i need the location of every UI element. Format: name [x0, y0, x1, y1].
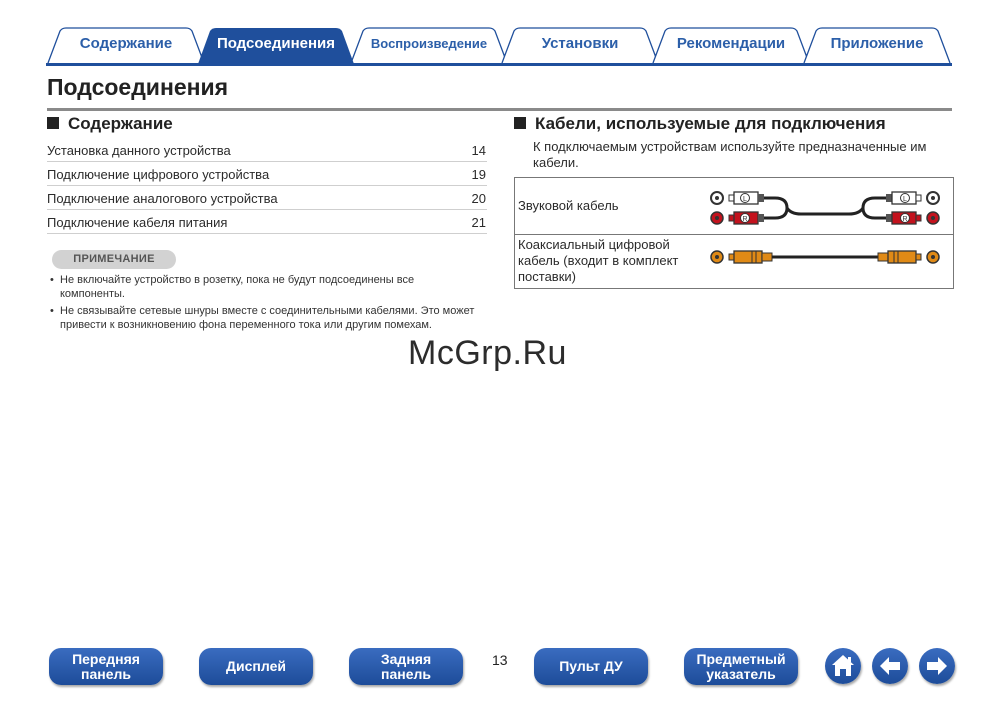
coaxial-cable-image — [705, 245, 945, 271]
cable-row-coaxial — [515, 235, 953, 288]
toc-item-label: Подключение аналогового устройства — [47, 190, 278, 206]
tab-playback[interactable]: Воспроизведение — [370, 36, 488, 51]
tab-contents[interactable]: Содержание — [79, 35, 173, 52]
toc-item-label: Установка данного устройства — [47, 142, 231, 158]
tab-underline — [46, 63, 952, 66]
remote-control-button[interactable] — [534, 648, 648, 685]
toc-item[interactable] — [47, 162, 487, 186]
toc-item[interactable] — [47, 210, 487, 234]
toc-item[interactable] — [47, 186, 487, 210]
cable-row-audio — [515, 178, 953, 235]
note-item: • Не включайте устройство в розетку, пока не будут подсоединены все компоненты. — [50, 273, 480, 301]
toc-item-page: 21 — [471, 214, 486, 230]
button-line: Дисплей — [226, 658, 286, 674]
cables-heading-text: Кабели, используемые для подключения — [535, 114, 886, 133]
rear-panel-button[interactable] — [349, 648, 463, 685]
back-button[interactable] — [872, 648, 908, 684]
button-line: Предметный — [696, 650, 786, 667]
contents-heading-text: Содержание — [68, 114, 173, 133]
toc-item-page: 19 — [471, 166, 486, 182]
home-icon — [825, 648, 861, 684]
button-line: панель — [381, 665, 431, 682]
svg-text:L: L — [903, 196, 907, 203]
page-number: 13 — [492, 652, 508, 668]
watermark: McGrp.Ru — [408, 334, 567, 372]
button-line: Пульт ДУ — [559, 658, 623, 674]
contents-heading — [47, 114, 173, 134]
toc-item-page: 20 — [471, 190, 486, 206]
top-tab-bar — [46, 26, 952, 66]
right-plug-letter: R — [902, 216, 908, 223]
button-line: указатель — [706, 665, 776, 682]
audio-cable-image — [705, 182, 945, 230]
arrow-left-icon — [872, 648, 908, 684]
square-bullet-icon — [514, 117, 526, 129]
tab-connections[interactable]: Подсоединения — [216, 35, 336, 52]
tab-tips[interactable]: Рекомендации — [676, 35, 786, 52]
tab-appendix[interactable]: Приложение — [830, 35, 924, 52]
note-badge: ПРИМЕЧАНИЕ — [52, 250, 176, 269]
note-item: • Не связывайте сетевые шнуры вместе с соединительными кабелями. Это может привести к возникновению фона переменного тока или другим помехам. — [50, 304, 480, 332]
note-list — [50, 273, 480, 335]
display-button[interactable] — [199, 648, 313, 685]
index-button[interactable] — [684, 648, 798, 685]
cables-heading — [514, 114, 886, 134]
toc-item-label: Подключение кабеля питания — [47, 214, 228, 230]
toc-item-label: Подключение цифрового устройства — [47, 166, 270, 182]
cables-intro: К подключаемым устройствам используйте предназначенные им кабели. — [533, 139, 927, 170]
front-panel-button[interactable] — [49, 648, 163, 685]
arrow-right-icon — [919, 648, 955, 684]
left-plug-letter: L — [743, 196, 747, 203]
home-button[interactable] — [825, 648, 861, 684]
toc-item[interactable] — [47, 138, 487, 162]
svg-text:R: R — [742, 216, 748, 223]
button-line: Задняя — [380, 650, 432, 667]
button-line: Передняя — [72, 650, 140, 667]
contents-list — [47, 138, 487, 234]
cable-table — [514, 177, 954, 289]
cable-label: Звуковой кабель — [518, 198, 619, 213]
cable-label: Коаксиальный цифровой кабель (входит в комплект поставки) — [518, 237, 679, 284]
toc-item-page: 14 — [471, 142, 486, 158]
title-divider — [47, 108, 952, 111]
page-title: Подсоединения — [47, 74, 229, 100]
tab-settings[interactable]: Установки — [541, 35, 619, 52]
forward-button[interactable] — [919, 648, 955, 684]
button-line: панель — [81, 665, 131, 682]
square-bullet-icon — [47, 117, 59, 129]
